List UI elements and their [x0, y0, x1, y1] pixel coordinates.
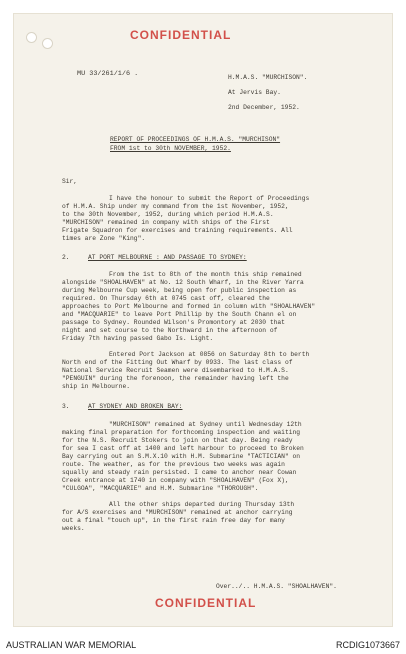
section-2-line: Entered Port Jackson at 0856 on Saturday 8th to berth: [109, 351, 310, 358]
intro-line: I have the honour to submit the Report of Proceedings: [109, 195, 310, 202]
reference-number: MU 33/261/1/6 .: [77, 70, 139, 78]
section-2-line: North end of the Fitting Out Wharf by 0933. The last class of: [62, 359, 293, 366]
section-2-line: passage to Sydney. Rounded Wilson's Promontory at 2030 that: [62, 319, 285, 326]
header-place: At Jervis Bay.: [228, 89, 281, 96]
intro-line: "MURCHISON" remained in company with ships of the First: [62, 219, 270, 226]
section-3-line: "MURCHISON" remained at Sydney until Wednesday 12th: [109, 421, 302, 428]
archive-footer: [0, 634, 406, 654]
section-3-line: squally and steady rain persisted. I came to anchor near Cowan: [62, 469, 297, 476]
section-3-number: 3.: [62, 403, 70, 410]
punch-hole: [26, 32, 37, 43]
section-2-line: during Melbourne Cup week, being open for public inspection as: [62, 287, 297, 294]
header-ship: H.M.A.S. "MURCHISON".: [228, 74, 308, 81]
section-3-line: All the other ships departed during Thursday 13th: [109, 501, 295, 508]
section-3-line: Creek entrance at 1740 in company with "SHOALHAVEN" (Fox X),: [62, 477, 289, 484]
section-2-line: approaches to Port Melbourne and formed in column with "SHOALHAVEN": [62, 303, 316, 310]
salutation: Sir,: [62, 178, 78, 185]
footer-institution: AUSTRALIAN WAR MEMORIAL: [6, 640, 137, 650]
section-2-heading: AT PORT MELBOURNE : AND PASSAGE TO SYDNEY:: [88, 254, 247, 261]
section-3-line: for A/S exercises and "MURCHISON" remained at anchor carrying: [62, 509, 293, 516]
section-2-line: alongside "SHOALHAVEN" at No. 12 South Wharf, in the River Yarra: [62, 279, 304, 286]
section-2-number: 2.: [62, 254, 70, 261]
section-3-line: weeks.: [62, 525, 85, 532]
report-title-line-2: FROM 1st to 30th NOVEMBER, 1952.: [110, 145, 231, 152]
section-2-line: and "MACQUARIE" to leave Port Phillip by the South Chann el on: [62, 311, 297, 318]
intro-line: times are Zone "King".: [62, 235, 146, 242]
intro-line: to the 30th November, 1952, during which period H.M.A.S.: [62, 211, 274, 218]
section-3-line: route. The weather, as for the previous two weeks was again: [62, 461, 285, 468]
section-3-line: "CULGOA", "MACQUARIE" and H.M. Submarine "THOROUGH".: [62, 485, 259, 492]
footer-record-id: RCDIG1073667: [335, 640, 400, 650]
section-3-line: for the N.S. Recruit Stokers to join on that day. Being ready: [62, 437, 293, 444]
section-3-line: for sea I cast off at 1400 and left harbour to proceed to Broken: [62, 445, 304, 452]
confidential-stamp-bottom: CONFIDENTIAL: [155, 596, 257, 610]
section-2-line: National Service Recruit Seamen were disembarked to H.M.A.S.: [62, 367, 289, 374]
section-2-line: required. On Thursday 6th at 0745 cast off, cleared the: [62, 295, 270, 302]
section-2-line: night and set course to the Northward in the afternoon of: [62, 327, 278, 334]
intro-line: of H.M.A. Ship under my command from the 1st November, 1952,: [62, 203, 289, 210]
section-3-line: making final preparation for forthcoming inspection and waiting: [62, 429, 301, 436]
continuation-line: Over../.. H.M.A.S. "SHOALHAVEN".: [216, 583, 337, 590]
section-3-heading: AT SYDNEY AND BROKEN BAY:: [88, 403, 183, 410]
confidential-stamp-top: CONFIDENTIAL: [130, 28, 232, 42]
section-2-line: ship in Melbourne.: [62, 383, 131, 390]
header-date: 2nd December, 1952.: [228, 104, 300, 111]
report-title-line-1: REPORT OF PROCEEDINGS OF H.M.A.S. "MURCHISON": [110, 136, 281, 143]
section-2-line: From the 1st to 8th of the month this ship remained: [109, 271, 302, 278]
section-3-line: Bay carrying out an S.M.X.10 with H.M. Submarine "TACTICIAN" on: [62, 453, 301, 460]
section-2-line: "PENGUIN" during the forenoon, the remainder having left the: [62, 375, 289, 382]
punch-hole: [42, 38, 53, 49]
intro-line: Frigate Squadron for exercises and training requirements. All: [62, 227, 293, 234]
section-3-line: out a final "touch up", in the first rain free day for many: [62, 517, 285, 524]
section-2-line: Friday 7th having passed Gabo Is. Light.: [62, 335, 214, 342]
